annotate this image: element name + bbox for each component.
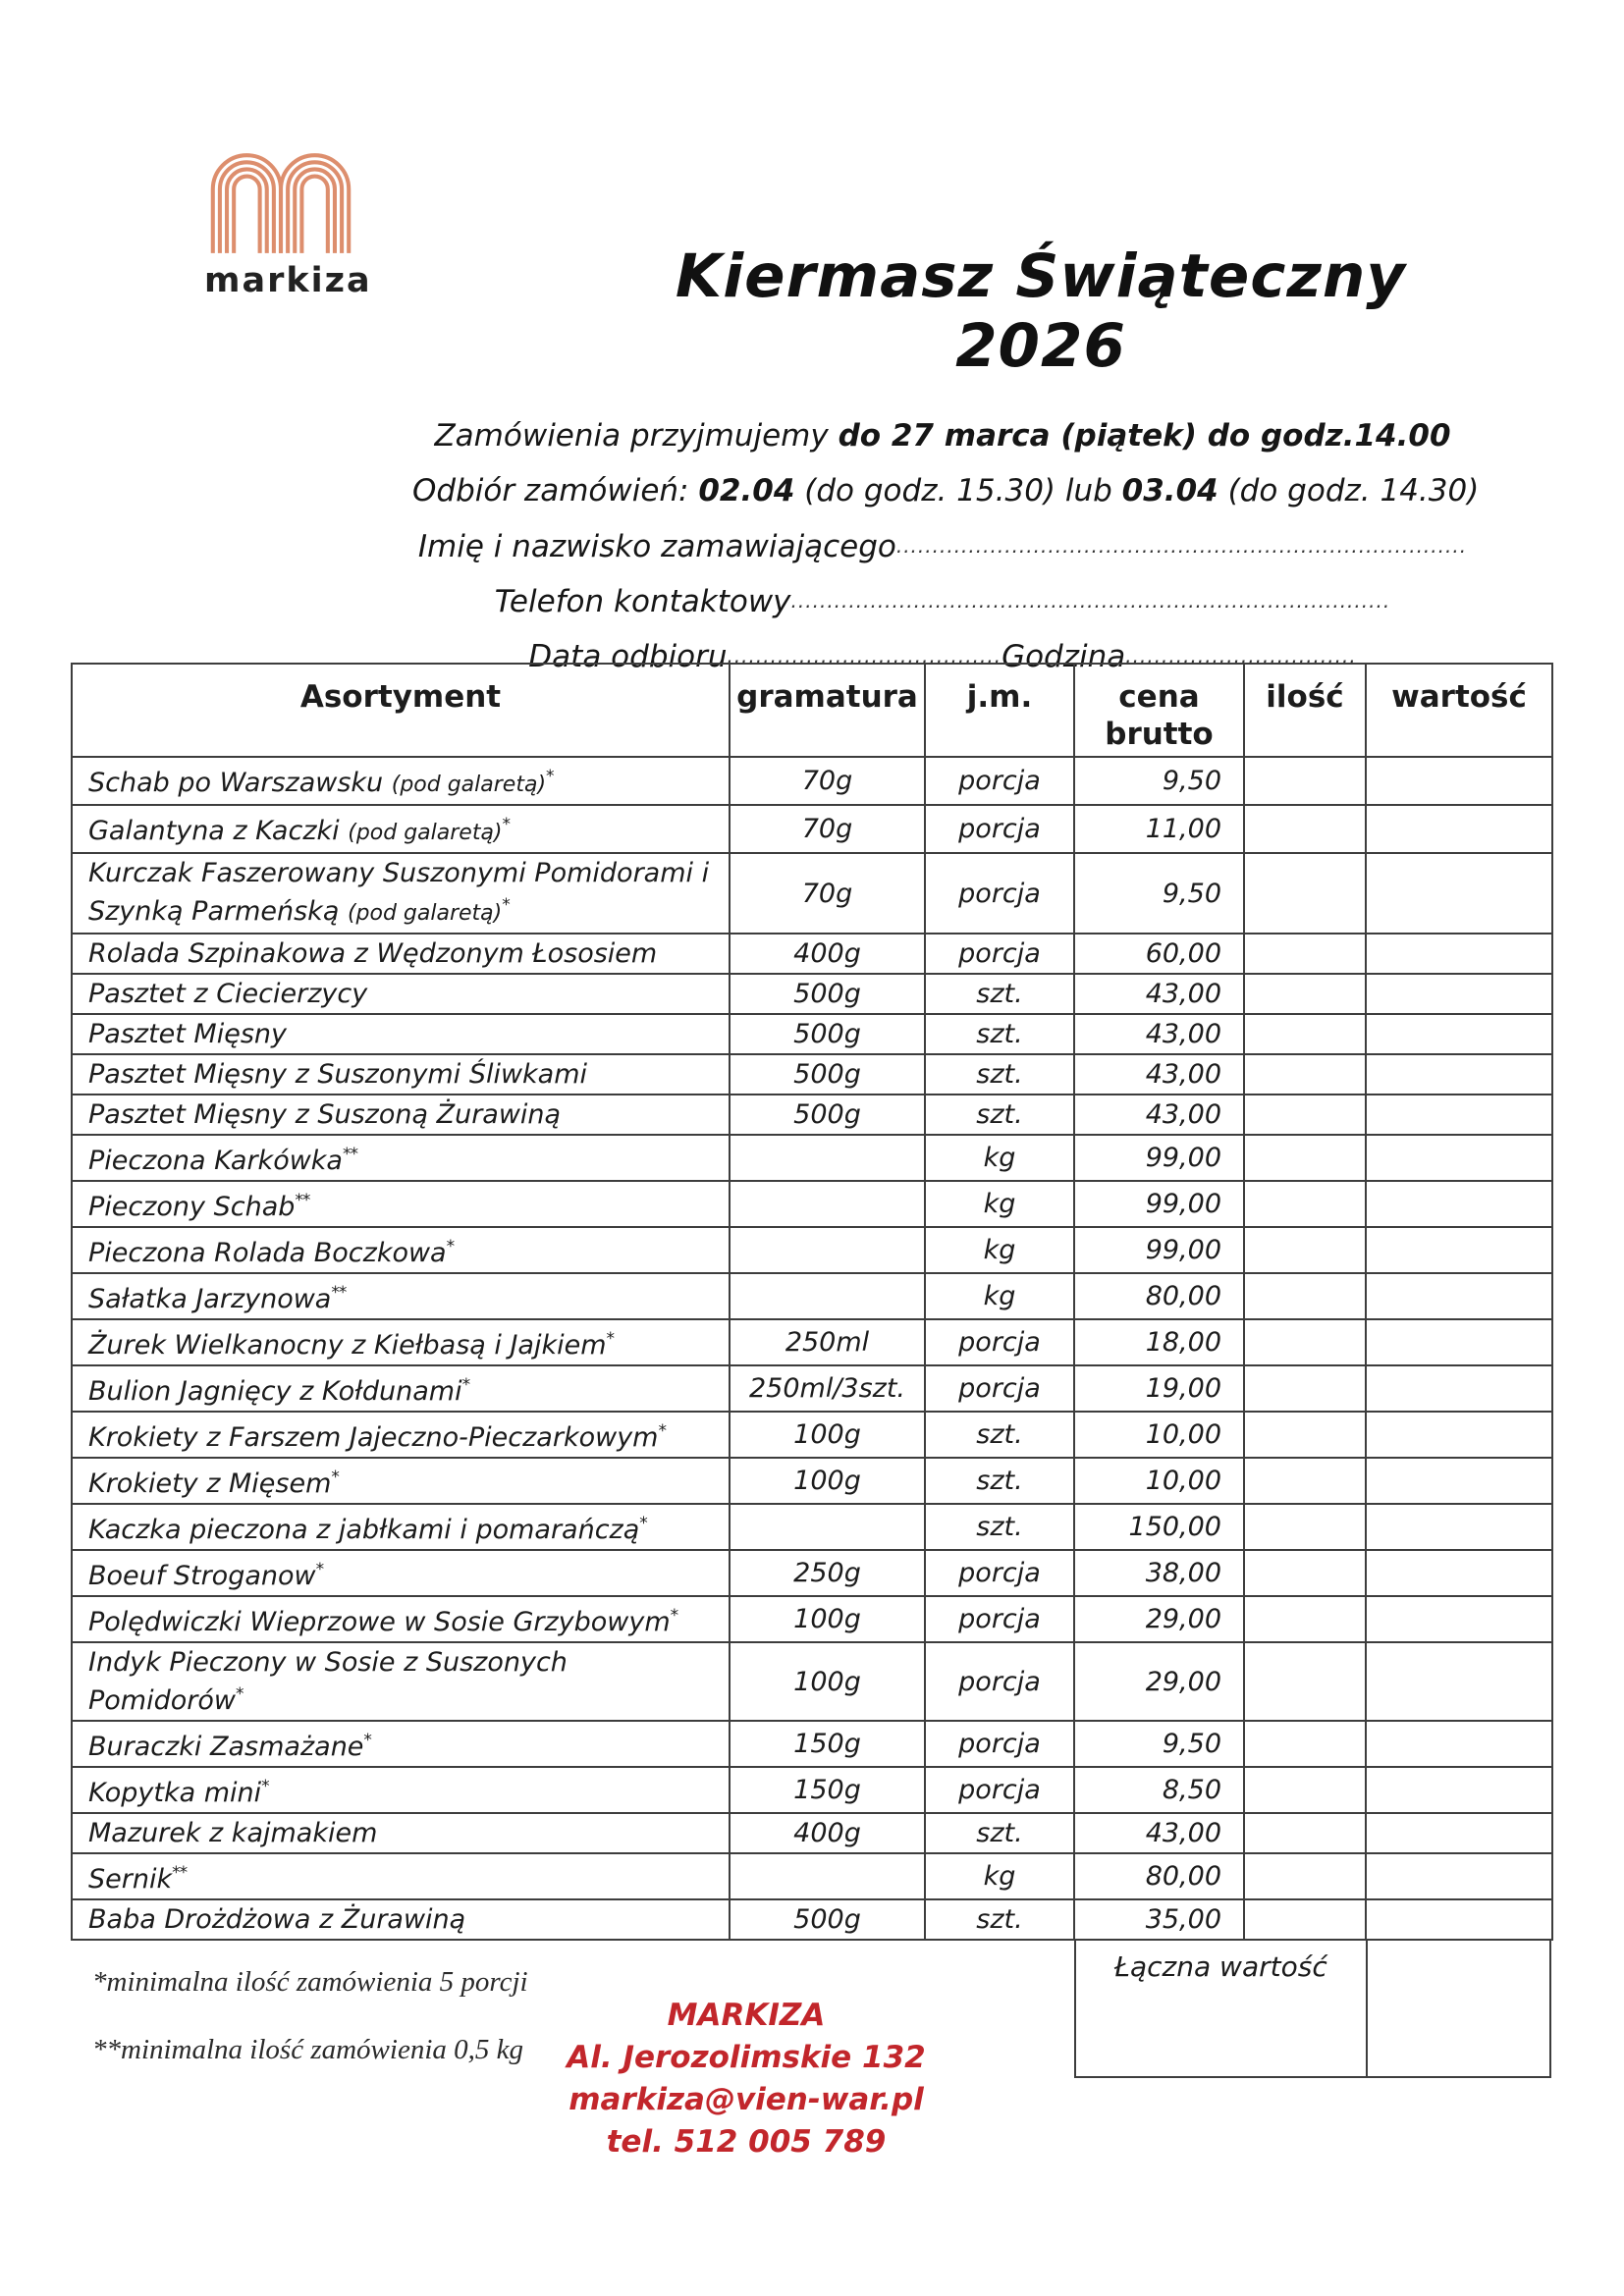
weight-cell: 150g bbox=[730, 1767, 925, 1813]
table-row bbox=[72, 1767, 1552, 1813]
column-header-4: ilość bbox=[1244, 664, 1366, 757]
weight-cell: 500g bbox=[730, 1899, 925, 1940]
weight-cell: 70g bbox=[730, 757, 925, 805]
unit-cell: porcja bbox=[925, 934, 1074, 974]
footnote-marker: ** bbox=[331, 1283, 347, 1303]
table-row bbox=[72, 1458, 1552, 1504]
weight-cell bbox=[730, 1181, 925, 1227]
product-name: Sernik bbox=[88, 1864, 173, 1895]
product-name: Rolada Szpinakowa z Wędzonym Łososiem bbox=[88, 938, 658, 969]
order-deadline-line bbox=[412, 408, 1473, 463]
footnote-marker: * bbox=[670, 1606, 678, 1626]
column-header-5: wartość bbox=[1366, 664, 1552, 757]
product-name-cell bbox=[72, 1596, 730, 1642]
product-name: Pasztet Mięsny bbox=[88, 1019, 287, 1049]
product-name-cell bbox=[72, 1273, 730, 1319]
footnote-marker: * bbox=[446, 1237, 455, 1256]
weight-cell: 100g bbox=[730, 1412, 925, 1458]
unit-cell: porcja bbox=[925, 853, 1074, 934]
value-cell bbox=[1366, 1596, 1552, 1642]
unit-cell: szt. bbox=[925, 1014, 1074, 1054]
column-header-2: j.m. bbox=[925, 664, 1074, 757]
price-cell: 43,00 bbox=[1074, 1813, 1244, 1853]
price-cell: 99,00 bbox=[1074, 1135, 1244, 1181]
table-row bbox=[72, 1504, 1552, 1550]
weight-cell: 400g bbox=[730, 1813, 925, 1853]
phone-line bbox=[412, 573, 1473, 628]
footnote-marker: * bbox=[461, 1375, 470, 1395]
table-row bbox=[72, 1596, 1552, 1642]
value-cell bbox=[1366, 1899, 1552, 1940]
weight-cell: 500g bbox=[730, 974, 925, 1014]
product-name-cell bbox=[72, 1767, 730, 1813]
price-cell: 8,50 bbox=[1074, 1767, 1244, 1813]
unit-cell: szt. bbox=[925, 1054, 1074, 1095]
footnote-marker: ** bbox=[295, 1191, 310, 1210]
pickup-date-1: 02.04 bbox=[698, 473, 795, 508]
pickup-line bbox=[412, 463, 1480, 518]
markiza-m-icon bbox=[209, 145, 352, 257]
price-cell: 43,00 bbox=[1074, 1054, 1244, 1095]
product-name: Boeuf Stroganow bbox=[88, 1561, 316, 1591]
quantity-cell bbox=[1244, 853, 1366, 934]
column-header-1: gramatura bbox=[730, 664, 925, 757]
table-row bbox=[72, 1181, 1552, 1227]
value-cell bbox=[1366, 1458, 1552, 1504]
table-row bbox=[72, 974, 1552, 1014]
footnote-marker: * bbox=[502, 895, 510, 915]
quantity-cell bbox=[1244, 757, 1366, 805]
footer-address: Al. Jerozolimskie 132 bbox=[567, 2040, 926, 2075]
weight-cell: 250g bbox=[730, 1550, 925, 1596]
price-cell: 10,00 bbox=[1074, 1412, 1244, 1458]
footnote-marker: * bbox=[331, 1468, 339, 1487]
weight-cell: 500g bbox=[730, 1054, 925, 1095]
phone-field: ................................................................................... bbox=[790, 589, 1391, 613]
value-cell bbox=[1366, 1014, 1552, 1054]
price-cell: 9,50 bbox=[1074, 853, 1244, 934]
company-footer bbox=[412, 1995, 1080, 2163]
footnote-marker: * bbox=[658, 1421, 666, 1441]
quantity-cell bbox=[1244, 1135, 1366, 1181]
table-row bbox=[72, 853, 1552, 934]
table-row bbox=[72, 1642, 1552, 1721]
unit-cell: porcja bbox=[925, 1767, 1074, 1813]
markiza-logo bbox=[204, 145, 372, 300]
table-header-row bbox=[72, 664, 1552, 757]
product-name: Bulion Jagnięcy z Kołdunami bbox=[88, 1376, 462, 1407]
quantity-cell bbox=[1244, 805, 1366, 853]
price-cell: 29,00 bbox=[1074, 1596, 1244, 1642]
unit-cell: porcja bbox=[925, 1550, 1074, 1596]
value-cell bbox=[1366, 1365, 1552, 1412]
price-cell: 9,50 bbox=[1074, 757, 1244, 805]
price-cell: 35,00 bbox=[1074, 1899, 1244, 1940]
value-cell bbox=[1366, 1054, 1552, 1095]
value-cell bbox=[1366, 1181, 1552, 1227]
product-name-cell bbox=[72, 1504, 730, 1550]
quantity-cell bbox=[1244, 1181, 1366, 1227]
price-cell: 43,00 bbox=[1074, 974, 1244, 1014]
phone-label: Telefon kontaktowy bbox=[494, 584, 791, 619]
unit-cell: porcja bbox=[925, 1642, 1074, 1721]
weight-cell: 70g bbox=[730, 805, 925, 853]
weight-cell: 150g bbox=[730, 1721, 925, 1767]
product-name-cell bbox=[72, 1014, 730, 1054]
product-name-cell bbox=[72, 1319, 730, 1365]
footnote-marker: * bbox=[363, 1731, 371, 1750]
weight-cell: 400g bbox=[730, 934, 925, 974]
footer-email: markiza@vien-war.pl bbox=[568, 2082, 924, 2117]
product-name: Kopytka mini bbox=[88, 1778, 262, 1808]
weight-cell: 250ml/3szt. bbox=[730, 1365, 925, 1412]
price-cell: 10,00 bbox=[1074, 1458, 1244, 1504]
value-cell bbox=[1366, 1504, 1552, 1550]
value-cell bbox=[1366, 1721, 1552, 1767]
product-name-cell bbox=[72, 757, 730, 805]
value-cell bbox=[1366, 805, 1552, 853]
total-label: Łączna wartość bbox=[1076, 1941, 1368, 2076]
unit-cell: porcja bbox=[925, 1596, 1074, 1642]
weight-cell bbox=[730, 1227, 925, 1273]
pickup-date-2: 03.04 bbox=[1121, 473, 1218, 508]
price-cell: 60,00 bbox=[1074, 934, 1244, 974]
table-row bbox=[72, 1853, 1552, 1899]
product-name-cell bbox=[72, 1412, 730, 1458]
table-row bbox=[72, 1899, 1552, 1940]
table-row bbox=[72, 1550, 1552, 1596]
unit-cell: szt. bbox=[925, 1813, 1074, 1853]
value-cell bbox=[1366, 974, 1552, 1014]
price-cell: 9,50 bbox=[1074, 1721, 1244, 1767]
product-name-cell bbox=[72, 1227, 730, 1273]
unit-cell: kg bbox=[925, 1273, 1074, 1319]
quantity-cell bbox=[1244, 1365, 1366, 1412]
product-note: (pod galaretą) bbox=[347, 901, 503, 926]
customer-name-label: Imię i nazwisko zamawiającego bbox=[417, 529, 896, 564]
table-row bbox=[72, 934, 1552, 974]
logo-brand-text: markiza bbox=[204, 261, 372, 300]
product-name: Mazurek z kajmakiem bbox=[88, 1818, 378, 1848]
product-name: Polędwiczki Wieprzowe w Sosie Grzybowym bbox=[88, 1607, 671, 1637]
quantity-cell bbox=[1244, 1014, 1366, 1054]
price-cell: 150,00 bbox=[1074, 1504, 1244, 1550]
footnote-min-weight: **minimalna ilość zamówienia 0,5 kg bbox=[92, 2034, 524, 2065]
unit-cell: szt. bbox=[925, 1412, 1074, 1458]
quantity-cell bbox=[1244, 1412, 1366, 1458]
quantity-cell bbox=[1244, 1054, 1366, 1095]
quantity-cell bbox=[1244, 1458, 1366, 1504]
footnote-marker: * bbox=[546, 767, 554, 786]
table-row bbox=[72, 1273, 1552, 1319]
footnote-marker: * bbox=[606, 1329, 615, 1349]
pickup-date-field: ...................................... bbox=[727, 644, 1002, 667]
product-name-cell bbox=[72, 1181, 730, 1227]
table-row bbox=[72, 1412, 1552, 1458]
value-cell bbox=[1366, 1412, 1552, 1458]
price-cell: 99,00 bbox=[1074, 1227, 1244, 1273]
weight-cell: 100g bbox=[730, 1458, 925, 1504]
product-name-cell bbox=[72, 805, 730, 853]
table-row bbox=[72, 1319, 1552, 1365]
unit-cell: kg bbox=[925, 1181, 1074, 1227]
unit-cell: szt. bbox=[925, 974, 1074, 1014]
price-cell: 11,00 bbox=[1074, 805, 1244, 853]
product-name-cell bbox=[72, 1095, 730, 1135]
value-cell bbox=[1366, 1767, 1552, 1813]
quantity-cell bbox=[1244, 1550, 1366, 1596]
product-name-cell bbox=[72, 1054, 730, 1095]
price-cell: 80,00 bbox=[1074, 1273, 1244, 1319]
weight-cell: 100g bbox=[730, 1596, 925, 1642]
value-cell bbox=[1366, 1135, 1552, 1181]
quantity-cell bbox=[1244, 934, 1366, 974]
product-name: Buraczki Zasmażane bbox=[88, 1732, 364, 1762]
unit-cell: porcja bbox=[925, 1319, 1074, 1365]
product-name-cell bbox=[72, 1365, 730, 1412]
unit-cell: porcja bbox=[925, 1365, 1074, 1412]
quantity-cell bbox=[1244, 1853, 1366, 1899]
weight-cell: 500g bbox=[730, 1014, 925, 1054]
pickup-time-field: ................................ bbox=[1125, 644, 1357, 667]
value-cell bbox=[1366, 1227, 1552, 1273]
unit-cell: kg bbox=[925, 1135, 1074, 1181]
page-title: Kiermasz Świąteczny 2026 bbox=[675, 241, 1407, 381]
price-cell: 43,00 bbox=[1074, 1095, 1244, 1135]
weight-cell bbox=[730, 1504, 925, 1550]
footnote-marker: * bbox=[315, 1560, 324, 1579]
product-note: (pod galaretą) bbox=[348, 821, 503, 845]
product-name: Pasztet Mięsny z Suszonymi Śliwkami bbox=[88, 1059, 588, 1090]
product-name: Baba Drożdżowa z Żurawiną bbox=[88, 1904, 466, 1935]
price-cell: 99,00 bbox=[1074, 1181, 1244, 1227]
price-cell: 43,00 bbox=[1074, 1014, 1244, 1054]
table-row bbox=[72, 1135, 1552, 1181]
unit-cell: kg bbox=[925, 1853, 1074, 1899]
price-table-section bbox=[71, 663, 1551, 2080]
price-cell: 80,00 bbox=[1074, 1853, 1244, 1899]
product-name-cell bbox=[72, 934, 730, 974]
quantity-cell bbox=[1244, 1813, 1366, 1853]
product-name-cell bbox=[72, 1135, 730, 1181]
table-row bbox=[72, 1721, 1552, 1767]
product-name: Galantyna z Kaczki bbox=[88, 816, 340, 846]
pickup-date-label: Data odbioru bbox=[528, 639, 728, 674]
value-cell bbox=[1366, 1273, 1552, 1319]
footnote-marker: ** bbox=[342, 1145, 357, 1164]
quantity-cell bbox=[1244, 1504, 1366, 1550]
quantity-cell bbox=[1244, 1273, 1366, 1319]
price-cell: 18,00 bbox=[1074, 1319, 1244, 1365]
unit-cell: porcja bbox=[925, 1721, 1074, 1767]
footnote-marker: * bbox=[235, 1684, 244, 1704]
product-name-cell bbox=[72, 1853, 730, 1899]
unit-cell: porcja bbox=[925, 805, 1074, 853]
unit-cell: porcja bbox=[925, 757, 1074, 805]
pickup-time-label: Godzina bbox=[1001, 639, 1126, 674]
price-table bbox=[71, 663, 1553, 1941]
value-cell bbox=[1366, 1319, 1552, 1365]
unit-cell: szt. bbox=[925, 1504, 1074, 1550]
product-name: Krokiety z Mięsem bbox=[88, 1468, 332, 1499]
table-row bbox=[72, 1014, 1552, 1054]
product-name: Pasztet Mięsny z Suszoną Żurawiną bbox=[88, 1099, 562, 1130]
footnote-marker: * bbox=[639, 1514, 647, 1533]
product-note: (pod galaretą) bbox=[391, 773, 547, 797]
quantity-cell bbox=[1244, 1899, 1366, 1940]
footnote-marker: * bbox=[502, 815, 511, 834]
footnote-marker: ** bbox=[172, 1863, 188, 1883]
price-cell: 38,00 bbox=[1074, 1550, 1244, 1596]
weight-cell: 500g bbox=[730, 1095, 925, 1135]
value-cell bbox=[1366, 1550, 1552, 1596]
table-row bbox=[72, 805, 1552, 853]
order-info-block bbox=[412, 408, 1480, 683]
product-name: Kaczka pieczona z jabłkami i pomarańczą bbox=[88, 1515, 640, 1545]
product-name: Żurek Wielkanocny z Kiełbasą i Jajkiem bbox=[88, 1330, 607, 1361]
product-name: Krokiety z Farszem Jajeczno-Pieczarkowym bbox=[88, 1422, 659, 1453]
quantity-cell bbox=[1244, 1095, 1366, 1135]
column-header-3: cena brutto bbox=[1074, 664, 1244, 757]
order-deadline-text: Zamówienia przyjmujemy bbox=[434, 418, 839, 454]
product-name-cell bbox=[72, 1899, 730, 1940]
quantity-cell bbox=[1244, 974, 1366, 1014]
product-name-cell bbox=[72, 1550, 730, 1596]
table-row bbox=[72, 757, 1552, 805]
product-name-cell bbox=[72, 1642, 730, 1721]
price-cell: 19,00 bbox=[1074, 1365, 1244, 1412]
unit-cell: szt. bbox=[925, 1095, 1074, 1135]
table-row bbox=[72, 1813, 1552, 1853]
value-cell bbox=[1366, 1853, 1552, 1899]
quantity-cell bbox=[1244, 1767, 1366, 1813]
value-cell bbox=[1366, 853, 1552, 934]
weight-cell: 250ml bbox=[730, 1319, 925, 1365]
value-cell bbox=[1366, 1813, 1552, 1853]
quantity-cell bbox=[1244, 1227, 1366, 1273]
value-cell bbox=[1366, 1095, 1552, 1135]
pickup-prefix: Odbiór zamówień: bbox=[412, 473, 699, 508]
table-row bbox=[72, 1054, 1552, 1095]
weight-cell bbox=[730, 1135, 925, 1181]
quantity-cell bbox=[1244, 1319, 1366, 1365]
weight-cell: 70g bbox=[730, 853, 925, 934]
footnote-min-portions: *minimalna ilość zamówienia 5 porcji bbox=[92, 1966, 528, 1998]
table-row bbox=[72, 1227, 1552, 1273]
product-name-cell bbox=[72, 1813, 730, 1853]
weight-cell bbox=[730, 1853, 925, 1899]
total-box bbox=[1074, 1939, 1551, 2078]
quantity-cell bbox=[1244, 1596, 1366, 1642]
weight-cell: 100g bbox=[730, 1642, 925, 1721]
order-deadline-bold: do 27 marca (piątek) do godz.14.00 bbox=[838, 418, 1451, 454]
product-name: Sałatka Jarzynowa bbox=[88, 1284, 332, 1314]
pickup-suffix: (do godz. 14.30) bbox=[1218, 473, 1480, 508]
unit-cell: szt. bbox=[925, 1899, 1074, 1940]
table-row bbox=[72, 1095, 1552, 1135]
footer-phone: tel. 512 005 789 bbox=[606, 2124, 887, 2160]
product-name-cell bbox=[72, 1721, 730, 1767]
quantity-cell bbox=[1244, 1721, 1366, 1767]
customer-name-line bbox=[412, 518, 1473, 573]
footer-company: MARKIZA bbox=[667, 1998, 826, 2033]
product-name: Indyk Pieczony w Sosie z Suszonych Pomidorów bbox=[88, 1647, 568, 1716]
value-cell bbox=[1366, 934, 1552, 974]
value-cell bbox=[1366, 757, 1552, 805]
product-name: Pasztet z Ciecierzycy bbox=[88, 979, 368, 1009]
product-name: Kurczak Faszerowany Suszonymi Pomidorami i Szynką Parmeńską bbox=[88, 858, 710, 927]
table-row bbox=[72, 1365, 1552, 1412]
product-name: Pieczony Schab bbox=[88, 1192, 296, 1222]
column-header-0: Asortyment bbox=[72, 664, 730, 757]
unit-cell: kg bbox=[925, 1227, 1074, 1273]
product-name-cell bbox=[72, 1458, 730, 1504]
unit-cell: szt. bbox=[925, 1458, 1074, 1504]
footnote-marker: * bbox=[261, 1777, 269, 1796]
product-name: Pieczona Karkówka bbox=[88, 1146, 343, 1176]
value-cell bbox=[1366, 1642, 1552, 1721]
pickup-mid: (do godz. 15.30) lub bbox=[794, 473, 1122, 508]
product-name-cell bbox=[72, 974, 730, 1014]
customer-name-field: ............................................................................... bbox=[895, 534, 1468, 558]
product-name-cell bbox=[72, 853, 730, 934]
product-name: Schab po Warszawsku bbox=[88, 768, 384, 798]
quantity-cell bbox=[1244, 1642, 1366, 1721]
product-name: Pieczona Rolada Boczkowa bbox=[88, 1238, 447, 1268]
total-value-cell bbox=[1368, 1941, 1549, 2076]
price-cell: 29,00 bbox=[1074, 1642, 1244, 1721]
weight-cell bbox=[730, 1273, 925, 1319]
